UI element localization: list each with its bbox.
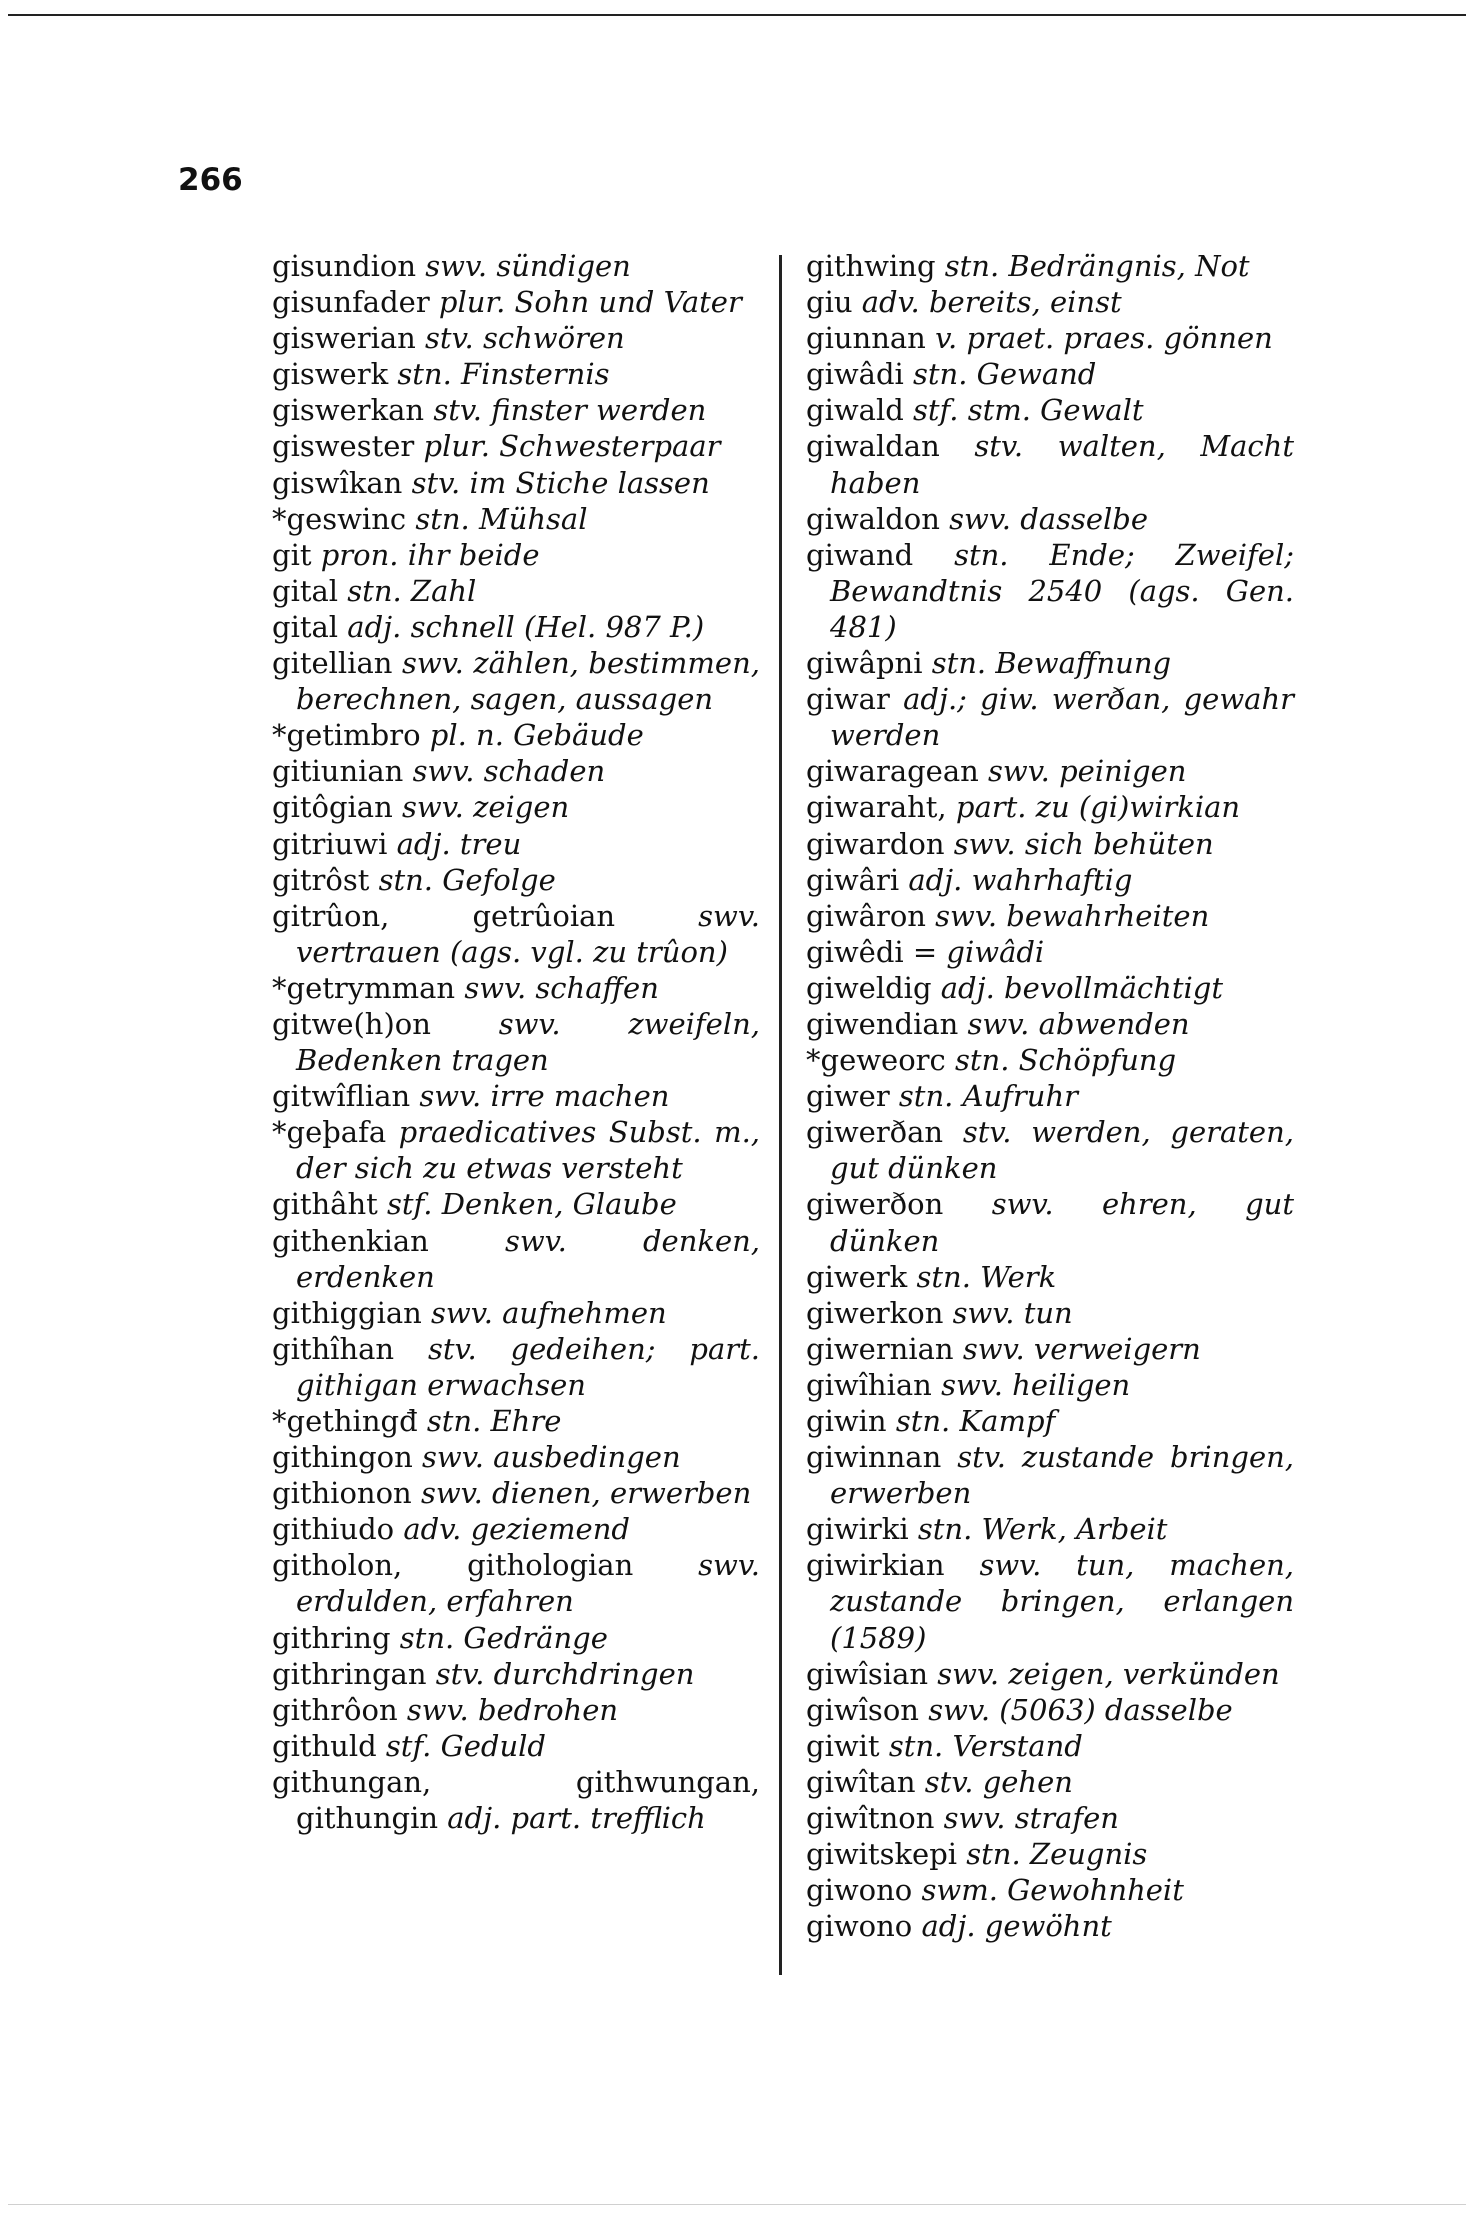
entry-gloss: pron. ihr beide — [320, 537, 540, 572]
entry-gloss: stv. gedeihen; part. githigan erwachsen — [296, 1331, 760, 1402]
entry-gloss: stv. schwören — [425, 321, 625, 356]
dictionary-entry — [806, 1800, 1294, 1836]
dictionary-entry — [272, 898, 760, 970]
entry-headword: git — [272, 537, 312, 572]
dictionary-entry — [272, 1511, 760, 1547]
dictionary-entry — [806, 1078, 1294, 1114]
entry-headword: githringan — [272, 1656, 427, 1691]
entry-headword: *geþafa — [272, 1115, 387, 1150]
entry-headword: giwîhian — [806, 1367, 932, 1402]
dictionary-entry — [806, 862, 1294, 898]
entry-gloss: swv. heiligen — [941, 1367, 1131, 1402]
entry-gloss: swv. zweifeln, Bedenken tragen — [296, 1006, 760, 1078]
entry-gloss: swv. dienen, erwerben — [420, 1476, 752, 1511]
dictionary-entry — [272, 1223, 760, 1295]
entry-headword: giswerian — [272, 321, 416, 356]
dictionary-entry — [272, 284, 760, 320]
entry-headword: githenkian — [272, 1223, 429, 1258]
entry-headword: giwêdi — [806, 934, 904, 969]
entry-headword: gisundion — [272, 249, 417, 283]
dictionary-entry — [272, 1295, 760, 1331]
dictionary-entry — [806, 1836, 1294, 1872]
entry-headword: githiudo — [272, 1512, 395, 1547]
dictionary-entry — [806, 284, 1294, 320]
dictionary-entry — [272, 609, 760, 645]
entry-gloss: adv. bereits, einst — [861, 285, 1122, 320]
entry-gloss: swv. tun, machen, zustande bringen, erlangen (1589) — [830, 1548, 1295, 1655]
dictionary-entry — [272, 1547, 760, 1619]
entry-gloss: swv. (5063) dasselbe — [928, 1692, 1233, 1727]
dictionary-entry — [272, 789, 760, 825]
entry-gloss: stn. Ehre — [426, 1404, 562, 1438]
dictionary-entry — [806, 356, 1294, 392]
entry-headword: giwîson — [806, 1692, 919, 1727]
entry-headword: githring — [272, 1620, 391, 1655]
entry-gloss: stv. finster werden — [433, 393, 707, 428]
dictionary-entry — [272, 753, 760, 789]
dictionary-entry — [806, 1042, 1294, 1078]
dictionary-entry — [272, 1620, 760, 1656]
column-divider — [779, 255, 782, 1975]
entry-headword: githuld — [272, 1728, 377, 1763]
dictionary-entry — [272, 573, 760, 609]
dictionary-entry — [272, 970, 760, 1006]
dictionary-entry — [806, 428, 1294, 500]
entry-headword: gitwîflian — [272, 1079, 411, 1114]
dictionary-entry — [806, 1439, 1294, 1511]
dictionary-entry — [806, 898, 1294, 934]
page-number: 266 — [178, 162, 243, 198]
entry-gloss: stn. Werk — [916, 1259, 1057, 1294]
entry-gloss: swv. peinigen — [988, 754, 1187, 789]
entry-gloss: stv. im Stiche lassen — [411, 465, 710, 500]
dictionary-entry — [272, 1692, 760, 1728]
entry-gloss: stn. Zahl — [347, 573, 477, 608]
entry-headword: giwâdi — [806, 357, 904, 392]
entry-headword: githâht — [272, 1187, 378, 1222]
entry-gloss: adj. treu — [396, 826, 522, 861]
dictionary-entry — [272, 248, 760, 284]
dictionary-entry — [806, 1331, 1294, 1367]
entry-headword: gitellian — [272, 646, 393, 681]
entry-gloss: swv. schaffen — [464, 970, 659, 1005]
dictionary-entry — [806, 970, 1294, 1006]
entry-headword: giwar — [806, 682, 890, 717]
entry-gloss: stn. Gewand — [913, 357, 1097, 392]
entry-gloss: stv. zustande bringen, erwerben — [830, 1440, 1294, 1511]
entry-headword: githrôon — [272, 1692, 398, 1727]
left-column — [272, 248, 760, 1836]
dictionary-entry — [272, 320, 760, 356]
dictionary-entry — [806, 645, 1294, 681]
entry-gloss: adj. schnell (Hel. 987 P.) — [347, 609, 705, 644]
entry-gloss: adj. bevollmächtigt — [940, 970, 1223, 1005]
entry-gloss: swv. tun — [952, 1295, 1073, 1330]
entry-headword: giwirkian — [806, 1548, 945, 1583]
dictionary-entry — [272, 1186, 760, 1222]
entry-gloss: stv. gehen — [924, 1764, 1073, 1799]
entry-headword: giwîtan — [806, 1764, 916, 1799]
dictionary-entry — [806, 826, 1294, 862]
entry-headword: *geswinc — [272, 501, 407, 536]
dictionary-entry — [806, 1186, 1294, 1258]
entry-gloss: swv. zeigen, verkünden — [937, 1656, 1280, 1691]
entry-headword: giwendian — [806, 1006, 959, 1041]
dictionary-entry — [806, 1114, 1294, 1186]
entry-headword: giwaragean — [806, 754, 979, 789]
entry-headword: giwardon — [806, 826, 945, 861]
entry-headword: giswerk — [272, 357, 389, 392]
entry-gloss: stn. Finsternis — [397, 357, 610, 392]
entry-gloss: swv. zählen, bestimmen, berechnen, sagen, aussagen — [296, 646, 760, 717]
dictionary-entry — [272, 1078, 760, 1114]
dictionary-entry — [272, 1656, 760, 1692]
entry-gloss: swv. schaden — [412, 754, 606, 789]
dictionary-entry — [806, 753, 1294, 789]
entry-gloss: plur. Schwesterpaar — [423, 429, 721, 464]
entry-gloss: stn. Zeugnis — [966, 1837, 1148, 1872]
entry-gloss: swm. Gewohnheit — [921, 1873, 1184, 1908]
entry-headword: githungan, githwungan, githungin — [272, 1764, 760, 1836]
dictionary-entry — [806, 537, 1294, 645]
entry-headword: gitrôst — [272, 862, 370, 897]
dictionary-entry — [272, 645, 760, 717]
dictionary-entry — [806, 1295, 1294, 1331]
entry-headword: giwâri — [806, 862, 900, 897]
entry-headword: gital — [272, 573, 339, 608]
entry-headword: gitwe(h)on — [272, 1006, 431, 1041]
entry-headword: gitriuwi — [272, 826, 388, 861]
entry-gloss: stv. werden, geraten, gut dünken — [830, 1115, 1294, 1186]
entry-headword: giwernian — [806, 1331, 954, 1366]
entry-headword: giwîsian — [806, 1656, 929, 1691]
entry-gloss: v. praet. praes. gönnen — [935, 321, 1273, 356]
entry-headword: giwinnan — [806, 1440, 942, 1475]
dictionary-entry — [272, 428, 760, 464]
dictionary-entry — [806, 681, 1294, 753]
entry-headword: giwald — [806, 393, 904, 428]
entry-gloss: swv. strafen — [943, 1801, 1119, 1836]
dictionary-entry — [806, 1908, 1294, 1944]
entry-gloss: stn. Verstand — [888, 1728, 1083, 1763]
dictionary-entry — [806, 392, 1294, 428]
entry-headword: githingon — [272, 1440, 413, 1475]
dictionary-entry — [806, 320, 1294, 356]
entry-gloss: swv. ausbedingen — [422, 1440, 681, 1475]
entry-gloss: stf. Denken, Glaube — [387, 1187, 677, 1222]
entry-headword: giwit — [806, 1728, 880, 1763]
entry-headword: giunnan — [806, 321, 926, 356]
entry-headword: *gethingđ — [272, 1404, 418, 1438]
entry-headword: gitiunian — [272, 754, 404, 789]
entry-gloss: part. zu (gi)wirkian — [955, 790, 1241, 825]
entry-gloss: stn. Gefolge — [378, 862, 556, 897]
entry-gloss: adj. wahrhaftig — [908, 862, 1133, 897]
right-column — [806, 248, 1294, 1944]
entry-gloss: stf. Geduld — [385, 1728, 546, 1763]
entry-headword: giwin — [806, 1404, 887, 1438]
entry-headword: giwaldon — [806, 501, 940, 536]
entry-headword: giwono — [806, 1909, 913, 1944]
dictionary-entry — [272, 826, 760, 862]
dictionary-entry — [272, 1331, 760, 1403]
entry-gloss: stv. durchdringen — [435, 1656, 695, 1691]
entry-gloss: plur. Sohn und Vater — [438, 285, 742, 320]
entry-headword: giwaraht, — [806, 790, 947, 825]
entry-gloss: swv. denken, erdenken — [296, 1223, 761, 1294]
entry-gloss: swv. bewahrheiten — [935, 898, 1210, 933]
entry-gloss: adv. geziemend — [403, 1512, 630, 1547]
dictionary-entry — [806, 248, 1294, 284]
entry-gloss: swv. abwenden — [967, 1006, 1190, 1041]
entry-headword: giswester — [272, 429, 415, 464]
entry-gloss: stn. Bewaffnung — [931, 646, 1172, 681]
entry-headword: *getrymman — [272, 970, 456, 1005]
dictionary-entry — [272, 717, 760, 753]
entry-gloss: stn. Gedränge — [399, 1620, 608, 1655]
entry-gloss: swv. irre machen — [419, 1079, 670, 1114]
entry-headword: githîhan — [272, 1331, 395, 1366]
dictionary-entry — [806, 501, 1294, 537]
entry-gloss: swv. sich behüten — [953, 826, 1214, 861]
entry-headword: giswîkan — [272, 465, 403, 500]
entry-headword: *geweorc — [806, 1043, 946, 1078]
entry-gloss: pl. n. Gebäude — [429, 718, 644, 753]
dictionary-entry — [272, 537, 760, 573]
top-rule — [8, 14, 1466, 16]
entry-headword: gitrûon, getrûoian — [272, 898, 616, 933]
entry-headword: githolon, githologian — [272, 1548, 634, 1583]
dictionary-entry — [272, 1764, 760, 1836]
entry-gloss: adj. part. trefflich — [447, 1801, 706, 1836]
entry-headword: githiggian — [272, 1295, 422, 1330]
entry-headword: *getimbro — [272, 718, 421, 753]
entry-gloss: stf. stm. Gewalt — [913, 393, 1144, 428]
dictionary-entry — [806, 1547, 1294, 1655]
entry-headword: giwirki — [806, 1512, 909, 1547]
entry-gloss: = giwâdi — [912, 934, 1045, 969]
dictionary-entry — [806, 1259, 1294, 1295]
entry-headword: gitôgian — [272, 790, 393, 825]
dictionary-entry — [272, 1403, 760, 1439]
entry-headword: githionon — [272, 1476, 412, 1511]
entry-headword: giwerk — [806, 1259, 908, 1294]
entry-headword: giwerðan — [806, 1115, 944, 1150]
dictionary-entry — [806, 1367, 1294, 1403]
dictionary-entry — [806, 1006, 1294, 1042]
dictionary-entry — [272, 1006, 760, 1078]
dictionary-entry — [272, 1475, 760, 1511]
dictionary-entry — [272, 501, 760, 537]
entry-headword: gisunfader — [272, 285, 430, 320]
dictionary-entry — [806, 1403, 1294, 1439]
dictionary-entry — [806, 1872, 1294, 1908]
entry-headword: giu — [806, 285, 853, 320]
dictionary-entry — [806, 1764, 1294, 1800]
dictionary-entry — [806, 789, 1294, 825]
entry-gloss: stn. Mühsal — [415, 501, 588, 536]
entry-gloss: stn. Aufruhr — [898, 1079, 1078, 1114]
entry-gloss: swv. vertrauen (ags. vgl. zu trûon) — [296, 898, 761, 969]
entry-headword: giwîtnon — [806, 1801, 935, 1836]
dictionary-entry — [272, 1114, 760, 1186]
dictionary-entry — [806, 934, 1294, 970]
entry-gloss: praedicatives Subst. m., der sich zu etwas versteht — [296, 1115, 761, 1186]
entry-headword: giswerkan — [272, 393, 425, 428]
entry-gloss: swv. sündigen — [425, 249, 631, 283]
entry-gloss: adj.; giw. werðan, gewahr werden — [830, 682, 1294, 753]
dictionary-entry — [806, 1511, 1294, 1547]
entry-gloss: stn. Kampf — [895, 1404, 1056, 1438]
entry-gloss: swv. ehren, gut dünken — [830, 1187, 1294, 1258]
entry-gloss: stn. Ende; Zweifel; Bewandtnis 2540 (ags. Gen. 481) — [830, 537, 1294, 644]
entry-headword: giweldig — [806, 970, 932, 1005]
entry-headword: giwono — [806, 1873, 913, 1908]
entry-headword: giwerðon — [806, 1187, 944, 1222]
entry-headword: giwerkon — [806, 1295, 944, 1330]
dictionary-entry — [272, 1439, 760, 1475]
entry-headword: giwaldan — [806, 429, 940, 464]
entry-gloss: swv. erdulden, erfahren — [296, 1548, 760, 1619]
entry-headword: githwing — [806, 249, 936, 283]
entry-headword: giwitskepi — [806, 1837, 958, 1872]
dictionary-entry — [806, 1728, 1294, 1764]
entry-gloss: stv. walten, Macht haben — [830, 429, 1294, 500]
dictionary-entry — [272, 356, 760, 392]
entry-headword: giwer — [806, 1079, 890, 1114]
entry-gloss: stn. Schöpfung — [955, 1043, 1177, 1078]
entry-gloss: adj. gewöhnt — [921, 1909, 1112, 1944]
dictionary-entry — [272, 465, 760, 501]
dictionary-entry — [272, 862, 760, 898]
entry-gloss: swv. bedrohen — [406, 1692, 619, 1727]
entry-gloss: swv. zeigen — [401, 790, 570, 825]
dictionary-entry — [272, 1728, 760, 1764]
entry-headword: giwâpni — [806, 646, 923, 681]
entry-headword: gital — [272, 609, 339, 644]
entry-gloss: swv. verweigern — [962, 1331, 1201, 1366]
dictionary-entry — [272, 392, 760, 428]
entry-headword: giwand — [806, 537, 914, 572]
dictionary-entry — [806, 1692, 1294, 1728]
bottom-rule — [8, 2204, 1466, 2205]
dictionary-entry — [806, 1656, 1294, 1692]
entry-headword: giwâron — [806, 898, 926, 933]
entry-gloss: stn. Werk, Arbeit — [917, 1512, 1168, 1547]
entry-gloss: stn. Bedrängnis, Not — [944, 249, 1250, 283]
entry-gloss: swv. dasselbe — [949, 501, 1149, 536]
entry-gloss: swv. aufnehmen — [431, 1295, 667, 1330]
